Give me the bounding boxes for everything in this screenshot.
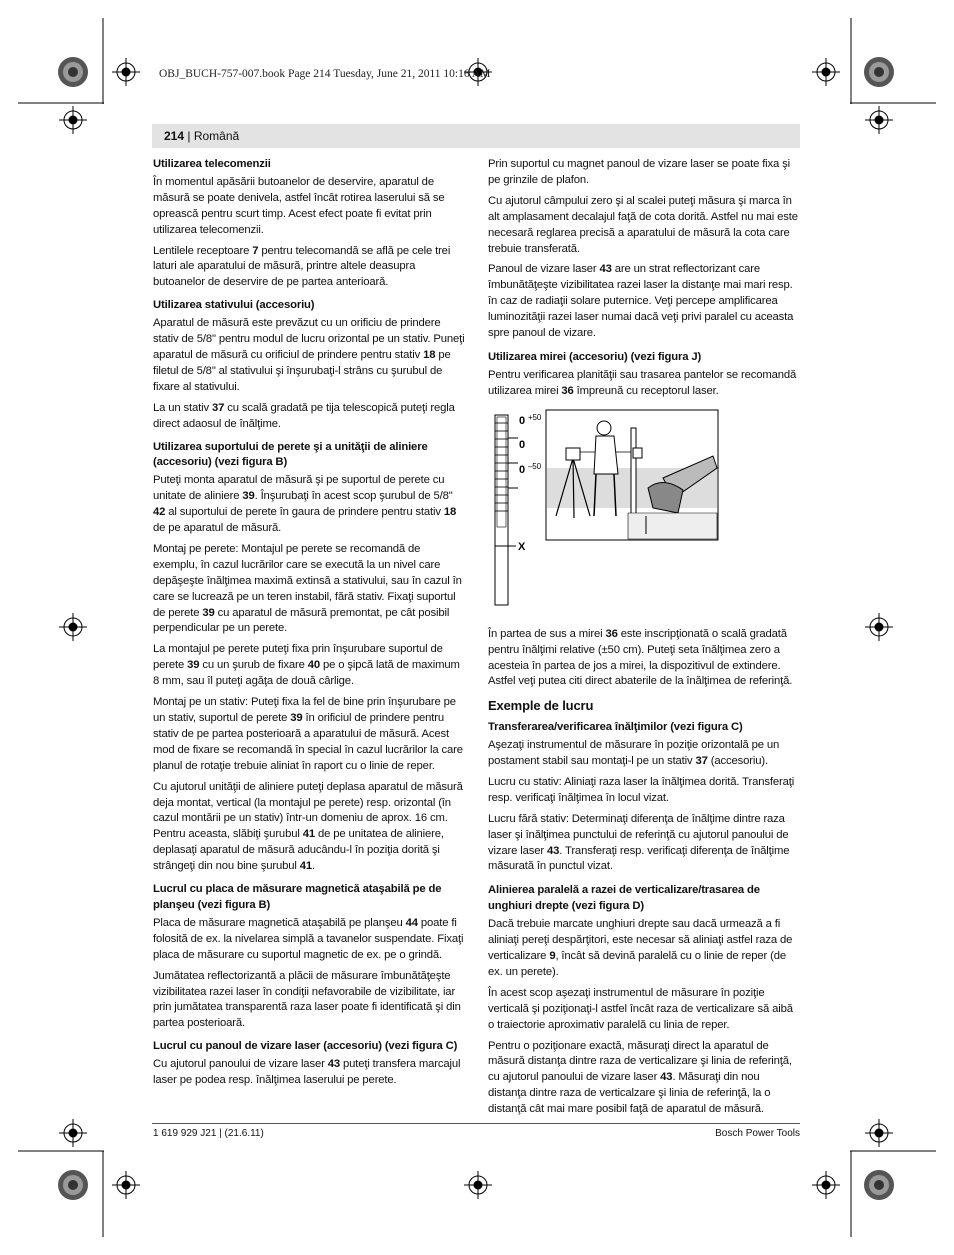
footer-rule bbox=[152, 1123, 800, 1124]
section-heading: Transferarea/verificarea înălţimilor (vezi figura C) bbox=[488, 721, 743, 734]
ref-number: 39 bbox=[202, 606, 215, 619]
section-heading: Utilizarea suportului de perete şi a unităţii de aliniere (accesoriu) (vezi figura B) bbox=[153, 440, 428, 469]
paragraph: În acest scop aşezaţi instrumentul de măsurare în poziţie verticală şi poziţionaţi-l astfel încât raza de verticalizare să aibă o traiectorie aproximativ paralelă cu linia de reper. bbox=[488, 986, 793, 1031]
paragraph: Lucru fără stativ: Determinaţi diferenţa de înălţime dintre raza laser şi înălţimea punctului de referinţă cu ajutorul panoului de vizare laser 43. Transferaţi resp. verificaţi diferenţa de înălţime măsurată în punctul vizat. bbox=[488, 812, 790, 873]
ref-number: 44 bbox=[405, 916, 418, 929]
paragraph: Lentilele receptoare 7 pentru telecomandă se află pe cele trei laturi ale aparatului de măsură, printre altele deasupra butoanelor de deservire de pe partea anterioară. bbox=[153, 244, 451, 289]
ref-number: 42 bbox=[153, 506, 166, 519]
section-heading: Lucrul cu panoul de vizare laser (accesoriu) (vezi figura C) bbox=[153, 1040, 458, 1053]
scale-label-minus50: –50 bbox=[528, 461, 541, 471]
paragraph: Montaj pe un stativ: Puteţi fixa la fel de bine prin înşurubare pe un stativ, suportul de perete 39 în orificiul de prindere pentru stativ de pe partea posterioară a aparatului de măsură. Acest mod de fixare se recomandă în special în cazul lucrărilor la care planul de rotaţie trebuie aliniat în raport cu o linie de reper. bbox=[153, 696, 463, 772]
ref-number: 37 bbox=[211, 401, 225, 414]
page-header-band bbox=[152, 124, 800, 148]
page-header bbox=[164, 129, 239, 143]
paragraph: Montaj pe perete: Montajul pe perete se recomandă de exemplu, în cazul lucrărilor care se execută la un nivel care depăşeşte înălţimea maximă extinsă a stativului, sau în cazul în care se lucrează pe un teren instabil, fără stativ. Fixaţi suportul de perete 39 cu aparatul de măsură premontat, pe cât posibil perpendicular pe un perete. bbox=[153, 542, 462, 635]
figure-illustration bbox=[488, 408, 800, 617]
paragraph: Puteţi monta aparatul de măsură şi pe suportul de perete cu unitate de aliniere 39. Înşurubaţi în acest scop şurubul de 5/8" 42 al suportului de perete în gaura de prindere pentru stativ 18 de pe aparatul de măsură. bbox=[153, 474, 457, 535]
section-heading: Lucrul cu placa de măsurare magnetică ataşabilă pe de planşeu (vezi figura B) bbox=[153, 883, 442, 911]
figure-j-leveling-staff bbox=[488, 408, 800, 617]
paragraph: Jumătatea reflectorizantă a plăcii de măsurare îmbunătăţeşte vizibilitatea razei laser în condiţii nefavorabile de vizibilitate, iar prin jumătatea transparentă raza laser poate fi identificată şi din partea posterioară. bbox=[153, 969, 461, 1030]
section-heading: Utilizarea stativului (accesoriu) bbox=[153, 299, 315, 312]
paragraph: Cu ajutorul panoului de vizare laser 43 puteţi transfera marcajul laser pe podea resp. înălţimea laserului pe perete. bbox=[153, 1058, 461, 1087]
footer-doc-id: 1 619 929 J21 | (21.6.11) bbox=[153, 1128, 264, 1139]
paragraph: Cu ajutorul câmpului zero şi al scalei puteţi măsura şi marca în alt amplasament decalajul faţă de cota dorită. Astfel nu mai este necesară reglarea precisă a aparatului de măsură la cota care trebuie transferată. bbox=[488, 194, 798, 255]
ref-number: 36 bbox=[605, 627, 618, 640]
ref-number: 39 bbox=[290, 712, 303, 724]
paragraph: În momentul apăsării butoanelor de deservire, aparatul de măsură se poate denivela, astfel încât rotirea laserului să se oprească pentru scurt timp. Acest efect poate fi evitat prin utilizarea telecomenzii. bbox=[153, 175, 445, 236]
ref-number: 43 bbox=[660, 1071, 673, 1084]
ref-number: 43 bbox=[546, 844, 560, 857]
ref-number: 43 bbox=[599, 263, 612, 276]
paragraph: Pentru o poziţionare exactă, măsuraţi direct la aparatul de măsură distanţa dintre raza de verticalizare şi linia de referinţă, cu ajutorul panoului de vizare laser 43. Măsuraţi din nou distanţa dintre raza de verticalzare şi linia de referinţă, la o distanţă cât mai mare posibil faţă de aparatul de măsură. bbox=[488, 1039, 792, 1116]
right-column bbox=[488, 157, 800, 1123]
section-title: Exemple de lucru bbox=[488, 698, 594, 714]
header-separator: | bbox=[184, 129, 194, 143]
footer-brand: Bosch Power Tools bbox=[715, 1128, 800, 1139]
paragraph: Aparatul de măsură este prevăzut cu un orificiu de prindere stativ de 5/8" pentru modul de lucru orizontal pe un stativ. Puneţi aparatul de măsură cu orificiul de prindere pentru stativ 18 pe filetul de 5/8" al stativului şi înşurubaţi-l strâns cu şurubul de fixare al stativului. bbox=[153, 317, 465, 393]
page-number: 214 bbox=[164, 129, 185, 143]
section-heading: Utilizarea mirei (accesoriu) (vezi figura J) bbox=[488, 350, 702, 363]
paragraph: Lucru cu stativ: Aliniaţi raza laser la înălţimea dorită. Transferaţi resp. verificaţi înălţimea în locul vizat. bbox=[488, 775, 795, 804]
ref-number: 41 bbox=[302, 828, 315, 841]
ref-number: 18 bbox=[423, 348, 436, 361]
print-header: OBJ_BUCH-757-007.book Page 214 Tuesday, June 21, 2011 10:16 AM bbox=[159, 68, 491, 80]
left-column bbox=[153, 157, 465, 1094]
scale-label-zero: 0 bbox=[519, 438, 525, 451]
paragraph: La montajul pe perete puteţi fixa prin înşurubare suportul de perete 39 cu un şurub de fixare 40 pe o şipcă lată de maximum 8 mm, sau îl puteţi agăţa de două cârlige. bbox=[153, 643, 460, 688]
ref-number: 40 bbox=[307, 659, 320, 672]
ref-number: 18 bbox=[443, 506, 457, 519]
scale-label-zero-bottom: 0 bbox=[519, 463, 525, 476]
ref-number: 36 bbox=[561, 384, 574, 397]
paragraph: La un stativ 37 cu scală gradată pe tija telescopică puteţi regla direct adaosul de înălţime. bbox=[153, 401, 455, 430]
paragraph: Panoul de vizare laser 43 are un strat reflectorizant care îmbunătăţeşte vizibilitatea razei laser la distanţe mai mari resp. în caz de radiaţii solare puternice. Veţi percepe amplificarea luminozităţii razei laser numai dacă veţi privi paralel cu aceasta spre panoul de vizare. bbox=[488, 263, 794, 340]
ref-number: 39 bbox=[187, 659, 200, 672]
ref-number: 37 bbox=[695, 755, 708, 768]
paragraph: Aşezaţi instrumentul de măsurare în poziţie orizontală pe un postament stabil sau montaţi-l pe un stativ 37 (accesoriu). bbox=[488, 739, 780, 768]
paragraph: Pentru verificarea planităţii sau trasarea pantelor se recomandă utilizarea mirei 36 împreună cu receptorul laser. bbox=[488, 368, 797, 397]
ref-number: 9 bbox=[549, 950, 556, 962]
page-language: Română bbox=[193, 129, 240, 143]
scale-label-zero-top: 0 bbox=[519, 414, 525, 427]
section-heading: Utilizarea telecomenzii bbox=[153, 158, 271, 170]
ref-number: 7 bbox=[252, 244, 259, 257]
paragraph: Cu ajutorul unităţii de aliniere puteţi deplasa aparatul de măsură deja montat, vertical (la montajul pe perete) resp. orizontal (în cazul montării pe un stativ) într-un domeniu de aprox. 16 cm. Pentru aceasta, slăbiţi şurubul 41 de pe unitatea de aliniere, deplasaţi aparatul de măsură aducându-l în poziţia dorită şi strângeţi din nou bine şurubul 41. bbox=[153, 780, 463, 873]
paragraph: În partea de sus a mirei 36 este inscripţionată o scală gradată pentru înălţimi relative (±50 cm). Puteţi seta înălţimea zero a acesteia în partea de jos a mirei, la dispozitivul de extindere. Astfel veţi putea citi direct abaterile de la înălţimea de referinţă. bbox=[488, 627, 793, 688]
ref-number: 43 bbox=[327, 1058, 340, 1071]
paragraph: Placa de măsurare magnetică ataşabilă pe planşeu 44 poate fi folosită de ex. la nivelarea simplă a tavanelor suspendate. Fixaţi placa de măsurare cu suportul magnetic de ex. pe o grindă. bbox=[153, 916, 464, 961]
ref-number: 41 bbox=[299, 860, 312, 873]
scale-label-x: X bbox=[518, 540, 526, 553]
section-heading: Alinierea paralelă a razei de verticalizare/trasarea de unghiuri drepte (vezi figura D) bbox=[488, 884, 760, 913]
scale-label-plus50: +50 bbox=[528, 412, 542, 422]
paragraph: Dacă trebuie marcate unghiuri drepte sau dacă urmează a fi aliniaţi pereţi despărţitori, este necesar să aliniaţi astfel raza de verticalizare 9, încât să devină paralelă cu o linie de reper (de ex. un perete). bbox=[488, 918, 793, 978]
paragraph: Prin suportul cu magnet panoul de vizare laser se poate fixa şi pe grinzile de plafon. bbox=[488, 158, 791, 186]
ref-number: 39 bbox=[242, 490, 255, 503]
